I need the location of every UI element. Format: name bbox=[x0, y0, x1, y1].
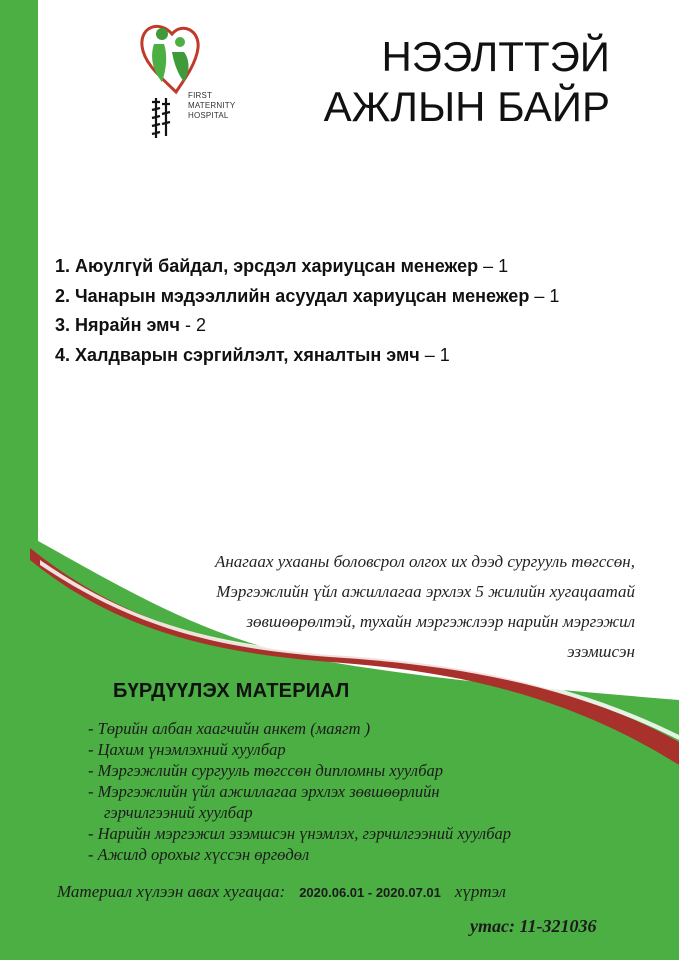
requirement-line: эзэмшсэн bbox=[567, 642, 635, 661]
requirement-line: зөвшөөрөлтэй, тухайн мэргэжлээр нарийн мэргэжил bbox=[246, 612, 635, 631]
material-item: - Нарийн мэргэжил эзэмшсэн үнэмлэх, гэрчилгээний хуулбар bbox=[88, 824, 512, 843]
position-count: - 2 bbox=[184, 315, 206, 335]
page-title bbox=[310, 32, 610, 132]
position-item bbox=[55, 311, 559, 341]
requirements bbox=[90, 547, 635, 667]
position-count: – 1 bbox=[483, 256, 509, 276]
deadline bbox=[57, 882, 506, 902]
deadline-label: Материал хүлээн авах хугацаа: bbox=[57, 882, 286, 901]
materials-title: БҮРДҮҮЛЭХ МАТЕРИАЛ bbox=[113, 680, 350, 702]
logo-text-line: FIRST bbox=[188, 91, 213, 100]
materials-list bbox=[88, 718, 511, 865]
position-item bbox=[55, 252, 559, 282]
title-line-2: АЖЛЫН БАЙР bbox=[323, 83, 610, 130]
material-item: - Ажилд орохыг хүссэн өргөдөл bbox=[88, 845, 310, 864]
hospital-logo-icon bbox=[132, 12, 272, 152]
positions-list bbox=[55, 252, 559, 370]
material-item: - Мэргэжлийн үйл ажиллагаа эрхлэх зөвшөөрлийн bbox=[88, 782, 440, 801]
requirement-line: Мэргэжлийн үйл ажиллагаа эрхлэх 5 жилийн хугацаатай bbox=[216, 582, 635, 601]
logo-text-line: MATERNITY bbox=[188, 101, 236, 110]
deadline-suffix: хүртэл bbox=[454, 882, 506, 901]
material-item: гэрчилгээний хуулбар bbox=[104, 803, 253, 822]
logo-text-line: HOSPITAL bbox=[188, 111, 229, 120]
position-item bbox=[55, 341, 559, 371]
position-name: 2. Чанарын мэдээллийн асуудал хариуцсан менежер bbox=[55, 285, 530, 306]
material-item: - Төрийн албан хаагчийн анкет (маягт ) bbox=[88, 719, 371, 738]
position-name: 3. Нярайн эмч bbox=[55, 315, 180, 335]
phone-number: утас: 11-321036 bbox=[470, 916, 597, 936]
requirement-line: Анагаах ухааны боловсрол олгох их дээд сургууль төгссөн, bbox=[214, 552, 635, 571]
material-item: - Мэргэжлийн сургууль төгссөн дипломны хуулбар bbox=[88, 761, 443, 780]
position-name: 1. Аюулгүй байдал, эрсдэл хариуцсан менежер bbox=[55, 256, 479, 276]
position-count: – 1 bbox=[534, 285, 560, 306]
position-name: 4. Халдварын сэргийлэлт, хяналтын эмч bbox=[55, 344, 420, 365]
logo-text bbox=[188, 91, 235, 121]
material-item: - Цахим үнэмлэхний хуулбар bbox=[88, 740, 286, 759]
position-count: – 1 bbox=[424, 344, 450, 365]
title-line-1: НЭЭЛТТЭЙ bbox=[381, 33, 610, 80]
deadline-dates: 2020.06.01 - 2020.07.01 bbox=[299, 885, 441, 900]
position-item bbox=[55, 282, 559, 312]
